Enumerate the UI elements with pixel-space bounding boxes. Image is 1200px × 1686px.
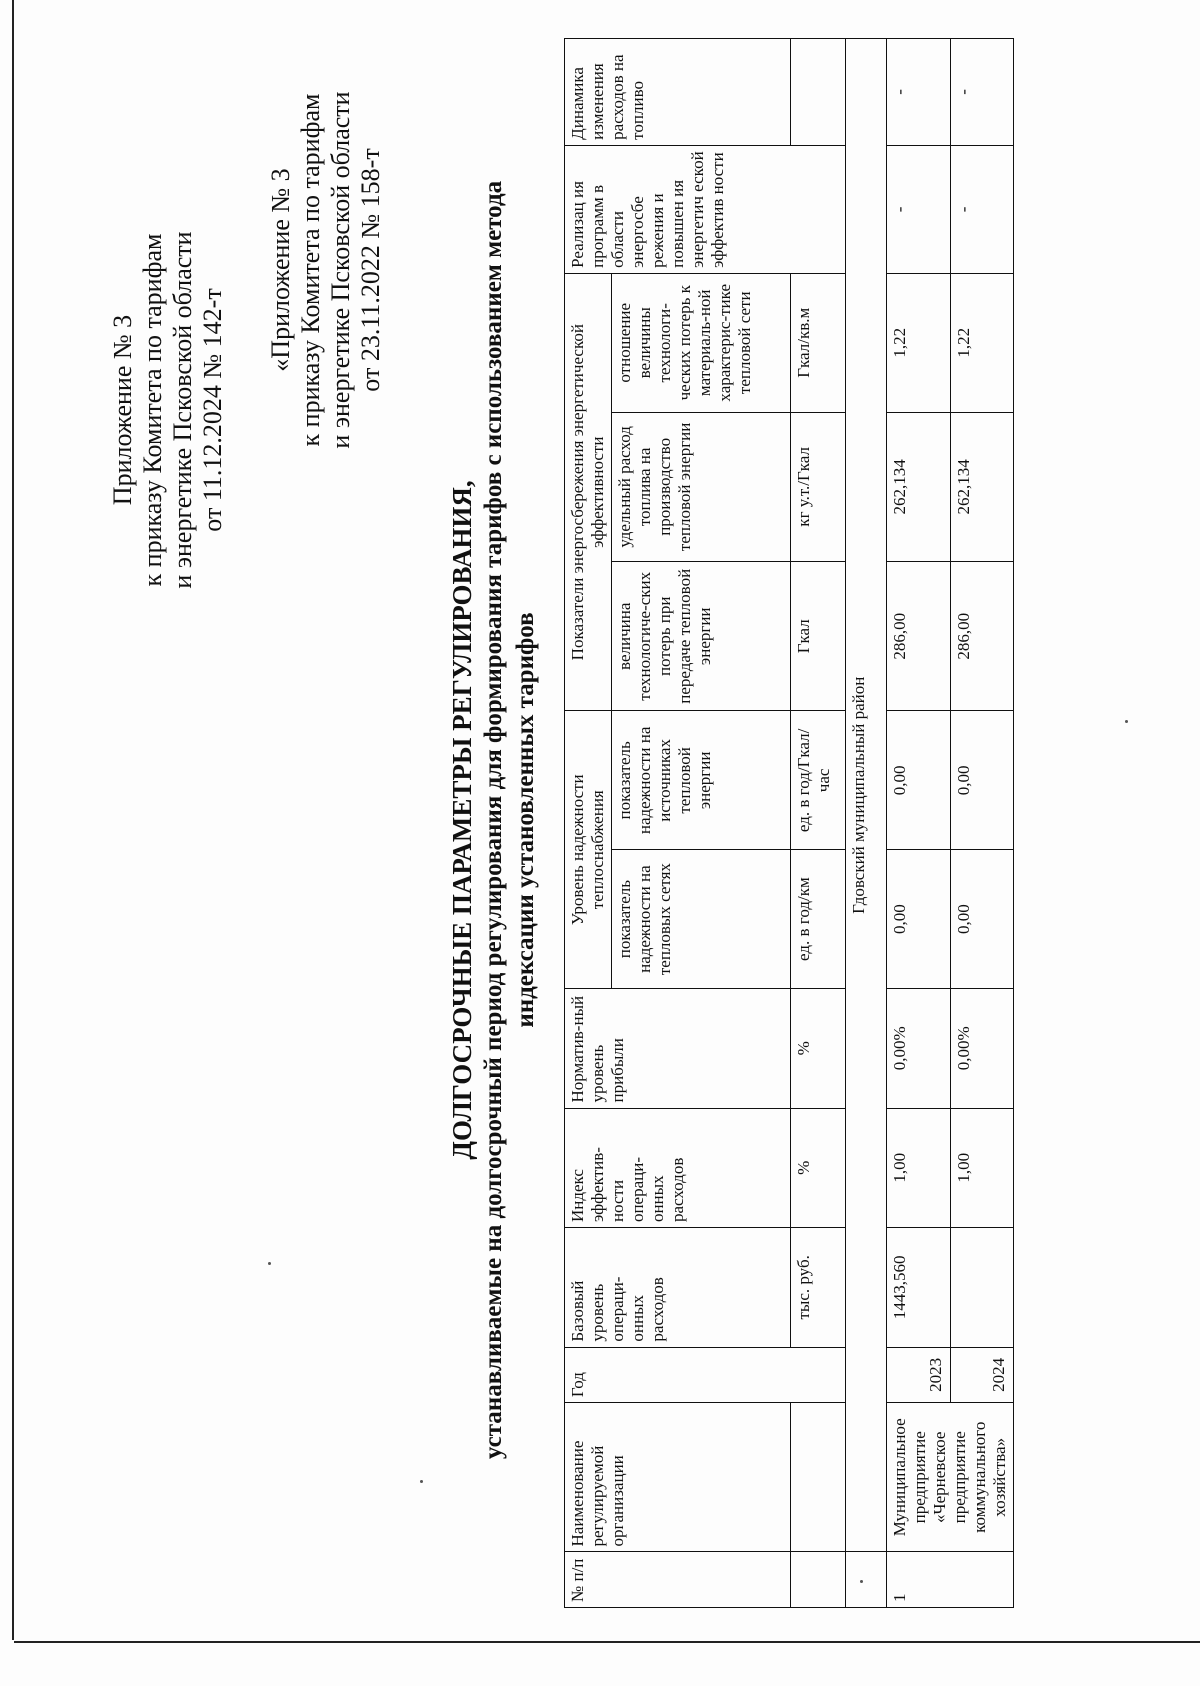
cell-fuel-dynamics: - — [950, 39, 1014, 146]
approval-line: к приказу Комитета по тарифам — [296, 93, 325, 447]
cell-reliability-networks: 0,00 — [887, 850, 951, 989]
cell-energy-programs: - — [887, 145, 951, 273]
col-header-fuel-dynamics: Динамика изменения расходов на топливо — [565, 39, 791, 146]
unit-fuel-consumption: кг у.т./Гкал — [791, 412, 846, 561]
cell-heat-losses: 286,00 — [950, 562, 1014, 711]
approval-line: и энергетике Псковской области — [326, 91, 355, 449]
cell-efficiency-index: 1,00 — [887, 1108, 951, 1228]
unit-num — [791, 1552, 846, 1608]
cell-reliability-sources: 0,00 — [887, 711, 951, 850]
region-spacer — [846, 1552, 887, 1608]
unit-reliability-sources: ед. в год/Гкал/ час — [791, 711, 846, 850]
cell-fuel-dynamics: - — [887, 39, 951, 146]
row-num: 1 — [887, 1552, 1014, 1608]
approval-line: к приказу Комитета по тарифам — [138, 233, 167, 587]
col-header-num: № п/п — [565, 1552, 791, 1608]
parameters-table — [564, 38, 1014, 1608]
cell-base-level — [950, 1228, 1014, 1348]
unit-fuel-dynamics — [791, 39, 846, 146]
col-header-reliability-networks: показатель надежности на тепловых сетях — [612, 850, 791, 989]
approval-line: от 11.12.2024 № 142-т — [198, 288, 227, 532]
header-row-group — [565, 39, 612, 1608]
col-header-profit-level: Норматив-ный уровень прибыли — [565, 988, 791, 1108]
col-header-energy-group: Показатели энергосбережения энергетической эффективности — [565, 273, 612, 711]
col-header-year: Год — [565, 1347, 846, 1403]
col-header-efficiency-index: Индекс эффектив-ности операци-онных расходов — [565, 1108, 791, 1228]
unit-profit-level: % — [791, 988, 846, 1108]
unit-loss-ratio: Гкал/кв.м — [791, 273, 846, 412]
org-name: Муниципальное предприятие «Черневское предприятие коммунального хозяйства» — [887, 1403, 1014, 1552]
cell-year: 2023 — [887, 1347, 951, 1403]
approval-stamp-current — [108, 200, 228, 620]
rotated-document-sheet — [0, 40, 1130, 1660]
title-subtitle-cont: индексации установленных тарифов — [512, 612, 539, 1028]
col-header-heat-losses: величина технологиче-ских потерь при передаче тепловой энергии — [612, 562, 791, 711]
cell-fuel-consumption: 262,134 — [887, 412, 951, 561]
cell-base-level: 1443,560 — [887, 1228, 951, 1348]
approval-line: и энергетике Псковской области — [168, 231, 197, 589]
cell-loss-ratio: 1,22 — [887, 273, 951, 412]
cell-energy-programs: - — [950, 145, 1014, 273]
col-header-loss-ratio: отношение величины технологи-ческих потерь к материаль-ной характерис-тике тепловой сети — [612, 273, 791, 412]
unit-reliability-networks: ед. в год/км — [791, 850, 846, 989]
cell-fuel-consumption: 262,134 — [950, 412, 1014, 561]
unit-org — [791, 1403, 846, 1552]
col-header-fuel-consumption: удельный расход топлива на производство тепловой энергии — [612, 412, 791, 561]
table-row — [887, 39, 951, 1608]
cell-year: 2024 — [950, 1347, 1014, 1403]
col-header-reliability-group: Уровень надежности теплоснабжения — [565, 711, 612, 989]
col-header-org: Наименование регулируемой организации — [565, 1403, 791, 1552]
document-title — [446, 40, 542, 1600]
col-header-energy-programs: Реализац ия программ в области энергосбе режения и повышен ия энергетич еской эффектив ности — [565, 145, 846, 273]
approval-line: «Приложение № 3 — [266, 168, 295, 372]
col-header-base-level: Базовый уровень операци-онных расходов — [565, 1228, 791, 1348]
table-row — [950, 39, 1014, 1608]
title-subtitle: устанавливаемые на долгосрочный период регулирования для формирования тарифов с использованием метода — [480, 180, 507, 1460]
col-header-reliability-sources: показатель надежности на источниках тепловой энергии — [612, 711, 791, 850]
region-row — [846, 39, 887, 1608]
cell-heat-losses: 286,00 — [887, 562, 951, 711]
approval-line: от 23.11.2022 № 158-т — [356, 148, 385, 392]
cell-efficiency-index: 1,00 — [950, 1108, 1014, 1228]
approval-line: Приложение № 3 — [108, 314, 137, 506]
cell-profit-level: 0,00% — [950, 988, 1014, 1108]
title-main: ДОЛГОСРОЧНЫЕ ПАРАМЕТРЫ РЕГУЛИРОВАНИЯ, — [447, 480, 477, 1160]
cell-loss-ratio: 1,22 — [950, 273, 1014, 412]
cell-reliability-networks: 0,00 — [950, 850, 1014, 989]
unit-heat-losses: Гкал — [791, 562, 846, 711]
unit-base-level: тыс. руб. — [791, 1228, 846, 1348]
approval-stamp-previous — [266, 60, 386, 480]
region-name: Гдовский муниципальный район — [846, 39, 887, 1553]
unit-efficiency-index: % — [791, 1108, 846, 1228]
cell-profit-level: 0,00% — [887, 988, 951, 1108]
cell-reliability-sources: 0,00 — [950, 711, 1014, 850]
